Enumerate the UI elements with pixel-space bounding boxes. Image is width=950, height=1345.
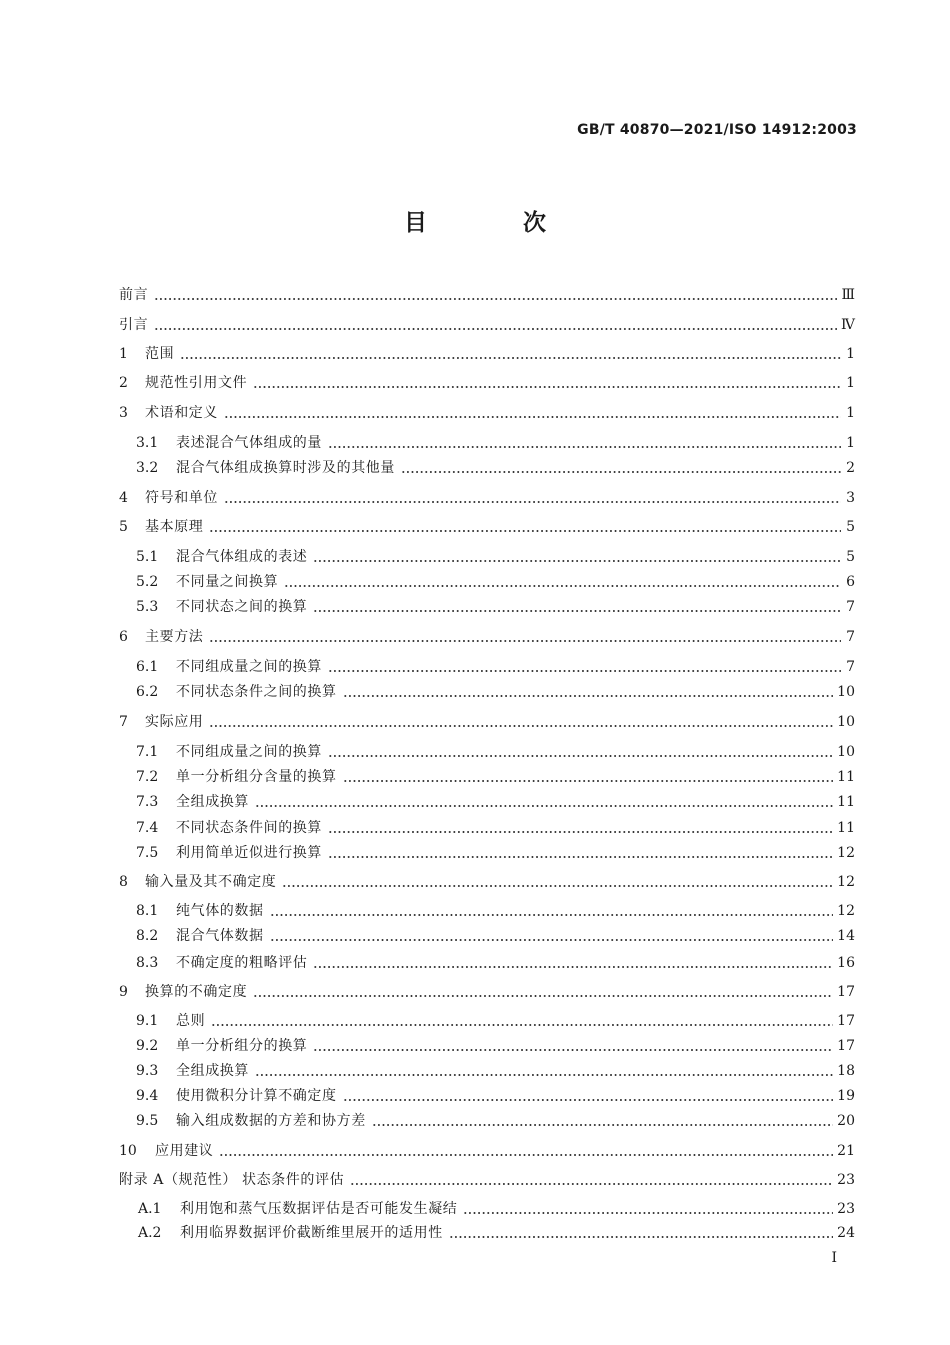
toc-entry[interactable] bbox=[0, 457, 950, 479]
toc-entry[interactable] bbox=[0, 402, 950, 424]
dot-leader bbox=[282, 871, 833, 893]
toc-entry-label: 范围 bbox=[145, 346, 175, 362]
dot-leader bbox=[343, 766, 834, 788]
dot-leader bbox=[253, 372, 841, 394]
toc-entry-page: 11 bbox=[837, 820, 855, 836]
toc-entry-label: 引言 bbox=[119, 317, 149, 333]
toc-entry[interactable] bbox=[0, 626, 950, 648]
dot-leader bbox=[284, 571, 841, 593]
toc-entry-page: 17 bbox=[837, 984, 855, 1000]
toc-entry-number: 2 bbox=[119, 375, 128, 391]
toc-entry-page: 10 bbox=[837, 684, 855, 700]
toc-entry-page: 7 bbox=[846, 659, 855, 675]
toc-entry-label: 实际应用 bbox=[145, 714, 204, 730]
toc-entry[interactable] bbox=[0, 791, 950, 813]
dot-leader bbox=[224, 402, 841, 424]
toc-entry[interactable] bbox=[0, 900, 950, 922]
toc-entry-page: 11 bbox=[837, 794, 855, 810]
toc-entry-number: 8 bbox=[119, 874, 128, 890]
page-number: I bbox=[831, 1250, 837, 1266]
toc-entry[interactable] bbox=[0, 1140, 950, 1162]
toc-entry-number: 4 bbox=[119, 490, 128, 506]
dot-leader bbox=[253, 981, 833, 1003]
dot-leader bbox=[211, 1010, 833, 1032]
toc-entry-label: 总则 bbox=[176, 1013, 206, 1029]
toc-entry-page: Ⅲ bbox=[841, 287, 855, 303]
toc-entry-page: 12 bbox=[837, 903, 855, 919]
toc-entry-label: 混合气体数据 bbox=[176, 928, 264, 944]
toc-entry-page: 14 bbox=[837, 928, 855, 944]
toc-entry-number: 7.2 bbox=[136, 769, 159, 785]
toc-entry-page: 24 bbox=[837, 1225, 855, 1241]
toc-entry-number: 7 bbox=[119, 714, 128, 730]
toc-entry[interactable] bbox=[0, 343, 950, 365]
toc-entry-number: 9.1 bbox=[136, 1013, 159, 1029]
dot-leader bbox=[343, 1085, 834, 1107]
toc-entry-page: Ⅳ bbox=[841, 317, 855, 333]
toc-entry-page: 7 bbox=[846, 599, 855, 615]
dot-leader bbox=[328, 741, 833, 763]
dot-leader bbox=[328, 656, 841, 678]
dot-leader bbox=[328, 842, 833, 864]
toc-entry-label: 前言 bbox=[119, 287, 149, 303]
toc-entry[interactable] bbox=[0, 871, 950, 893]
toc-entry-number: 7.3 bbox=[136, 794, 159, 810]
toc-entry[interactable] bbox=[0, 1110, 950, 1132]
toc-entry-page: 23 bbox=[837, 1172, 855, 1188]
toc-entry-number: 5.2 bbox=[136, 574, 159, 590]
toc-entry-page: 2 bbox=[846, 460, 855, 476]
toc-entry-page: 18 bbox=[837, 1063, 855, 1079]
toc-entry-label: 附录 A（规范性） 状态条件的评估 bbox=[119, 1172, 345, 1188]
toc-entry[interactable] bbox=[0, 681, 950, 703]
dot-leader bbox=[270, 900, 834, 922]
toc-entry-label: 不同状态之间的换算 bbox=[176, 599, 308, 615]
toc-entry[interactable] bbox=[0, 1169, 950, 1191]
toc-entry-number: A.2 bbox=[138, 1225, 162, 1241]
toc-entry-label: 全组成换算 bbox=[176, 794, 249, 810]
toc-entry-page: 7 bbox=[846, 629, 855, 645]
toc-entry-page: 12 bbox=[837, 845, 855, 861]
toc-entry-page: 6 bbox=[846, 574, 855, 590]
toc-entry[interactable] bbox=[0, 842, 950, 864]
toc-entry-label: 基本原理 bbox=[145, 519, 204, 535]
toc-entry-page: 17 bbox=[837, 1013, 855, 1029]
toc-entry-label: 不同组成量之间的换算 bbox=[176, 659, 322, 675]
toc-entry-label: 规范性引用文件 bbox=[145, 375, 248, 391]
toc-entry-number: 9.5 bbox=[136, 1113, 159, 1129]
toc-entry-number: 9 bbox=[119, 984, 128, 1000]
toc-entry-number: 8.1 bbox=[136, 903, 159, 919]
toc-entry-label: 利用简单近似进行换算 bbox=[176, 845, 322, 861]
toc-entry-page: 10 bbox=[837, 714, 855, 730]
toc-entry-label: 使用微积分计算不确定度 bbox=[176, 1088, 337, 1104]
toc-entry-page: 17 bbox=[837, 1038, 855, 1054]
toc-entry-label: 输入量及其不确定度 bbox=[145, 874, 277, 890]
dot-leader bbox=[209, 626, 841, 648]
toc-entry[interactable] bbox=[0, 741, 950, 763]
dot-leader bbox=[270, 925, 834, 947]
toc-entry-page: 1 bbox=[846, 375, 855, 391]
toc-entry-page: 5 bbox=[846, 549, 855, 565]
toc-entry[interactable] bbox=[0, 952, 950, 974]
dot-leader bbox=[328, 817, 833, 839]
toc-entry-page: 5 bbox=[846, 519, 855, 535]
toc-entry-label: 换算的不确定度 bbox=[145, 984, 248, 1000]
toc-entry-number: 3 bbox=[119, 405, 128, 421]
toc-entry-page: 12 bbox=[837, 874, 855, 890]
toc-entry-page: 21 bbox=[837, 1143, 855, 1159]
toc-entry[interactable] bbox=[0, 372, 950, 394]
dot-leader bbox=[180, 343, 841, 365]
toc-entry-number: 5 bbox=[119, 519, 128, 535]
dot-leader bbox=[328, 432, 841, 454]
toc-entry-label: 混合气体组成的表述 bbox=[176, 549, 308, 565]
dot-leader bbox=[209, 516, 841, 538]
toc-entry-number: 6 bbox=[119, 629, 128, 645]
toc-entry[interactable] bbox=[0, 546, 950, 568]
dot-leader bbox=[154, 284, 837, 306]
toc-entry-number: 6.2 bbox=[136, 684, 159, 700]
toc-entry-number: 7.1 bbox=[136, 744, 159, 760]
toc-entry-page: 19 bbox=[837, 1088, 855, 1104]
toc-entry-page: 1 bbox=[846, 405, 855, 421]
toc-entry-label: 主要方法 bbox=[145, 629, 204, 645]
toc-entry[interactable] bbox=[0, 1010, 950, 1032]
dot-leader bbox=[313, 1035, 833, 1057]
toc-entry-number: 7.5 bbox=[136, 845, 159, 861]
toc-entry-label: 不同组成量之间的换算 bbox=[176, 744, 322, 760]
toc-entry[interactable] bbox=[0, 516, 950, 538]
toc-entry-page: 10 bbox=[837, 744, 855, 760]
toc-entry-page: 1 bbox=[846, 346, 855, 362]
toc-entry[interactable] bbox=[0, 1085, 950, 1107]
toc-entry-number: 5.3 bbox=[136, 599, 159, 615]
dot-leader bbox=[154, 314, 837, 336]
dot-leader bbox=[463, 1198, 833, 1220]
dot-leader bbox=[343, 681, 834, 703]
toc-entry-label: 不同状态条件之间的换算 bbox=[176, 684, 337, 700]
toc-entry-label: 符号和单位 bbox=[145, 490, 218, 506]
dot-leader bbox=[350, 1169, 833, 1191]
dot-leader bbox=[219, 1140, 833, 1162]
dot-leader bbox=[449, 1222, 833, 1244]
toc-entry-label: 全组成换算 bbox=[176, 1063, 249, 1079]
toc-entry-page: 23 bbox=[837, 1201, 855, 1217]
toc-entry[interactable] bbox=[0, 711, 950, 733]
toc-entry-number: 1 bbox=[119, 346, 128, 362]
toc-entry-number: 8.3 bbox=[136, 955, 159, 971]
toc-entry-number: 9.2 bbox=[136, 1038, 159, 1054]
toc-entry[interactable] bbox=[0, 1222, 950, 1244]
toc-entry[interactable] bbox=[0, 314, 950, 336]
toc-entry[interactable] bbox=[0, 432, 950, 454]
toc-entry[interactable] bbox=[0, 1060, 950, 1082]
toc-entry-label: 表述混合气体组成的量 bbox=[176, 435, 322, 451]
toc-entry[interactable] bbox=[0, 925, 950, 947]
toc-entry-number: 6.1 bbox=[136, 659, 159, 675]
toc-entry-label: 单一分析组分的换算 bbox=[176, 1038, 308, 1054]
toc-entry-number: 7.4 bbox=[136, 820, 159, 836]
toc-entry-label: 纯气体的数据 bbox=[176, 903, 264, 919]
toc-entry[interactable] bbox=[0, 656, 950, 678]
toc-entry-number: 5.1 bbox=[136, 549, 159, 565]
dot-leader bbox=[255, 1060, 833, 1082]
toc-entry-page: 3 bbox=[846, 490, 855, 506]
toc-entry-number: 3.1 bbox=[136, 435, 159, 451]
dot-leader bbox=[401, 457, 841, 479]
toc-entry[interactable] bbox=[0, 981, 950, 1003]
toc-entry-number: A.1 bbox=[138, 1201, 162, 1217]
toc-entry-page: 11 bbox=[837, 769, 855, 785]
toc-entry[interactable] bbox=[0, 596, 950, 618]
dot-leader bbox=[255, 791, 833, 813]
toc-entry-label: 不确定度的粗略评估 bbox=[176, 955, 308, 971]
toc-entry[interactable] bbox=[0, 284, 950, 306]
toc-entry-page: 16 bbox=[837, 955, 855, 971]
toc-entry-label: 单一分析组分含量的换算 bbox=[176, 769, 337, 785]
page-title: 目 次 bbox=[403, 210, 590, 236]
toc-entry-label: 利用临界数据评价截断维里展开的适用性 bbox=[180, 1225, 443, 1241]
toc-entry-label: 输入组成数据的方差和协方差 bbox=[176, 1113, 366, 1129]
dot-leader bbox=[313, 952, 833, 974]
dot-leader bbox=[313, 546, 841, 568]
toc-entry[interactable] bbox=[0, 487, 950, 509]
toc-entry-label: 混合气体组成换算时涉及的其他量 bbox=[176, 460, 395, 476]
toc-entry-label: 不同状态条件间的换算 bbox=[176, 820, 322, 836]
toc-entry-page: 1 bbox=[846, 435, 855, 451]
toc-entry-label: 不同量之间换算 bbox=[176, 574, 279, 590]
toc-entry-number: 3.2 bbox=[136, 460, 159, 476]
toc-entry-label: 术语和定义 bbox=[145, 405, 218, 421]
toc-entry[interactable] bbox=[0, 571, 950, 593]
toc-entry[interactable] bbox=[0, 1198, 950, 1220]
dot-leader bbox=[372, 1110, 833, 1132]
dot-leader bbox=[209, 711, 833, 733]
toc-entry-number: 9.4 bbox=[136, 1088, 159, 1104]
toc-entry[interactable] bbox=[0, 817, 950, 839]
toc-entry[interactable] bbox=[0, 766, 950, 788]
toc-entry-label: 应用建议 bbox=[155, 1143, 214, 1159]
toc-entry[interactable] bbox=[0, 1035, 950, 1057]
dot-leader bbox=[224, 487, 841, 509]
standard-code-header: GB/T 40870—2021/ISO 14912:2003 bbox=[577, 122, 857, 138]
dot-leader bbox=[313, 596, 841, 618]
toc-entry-page: 20 bbox=[837, 1113, 855, 1129]
toc-entry-label: 利用饱和蒸气压数据评估是否可能发生凝结 bbox=[180, 1201, 458, 1217]
toc-entry-number: 8.2 bbox=[136, 928, 159, 944]
toc-entry-number: 10 bbox=[119, 1143, 137, 1159]
toc-entry-number: 9.3 bbox=[136, 1063, 159, 1079]
